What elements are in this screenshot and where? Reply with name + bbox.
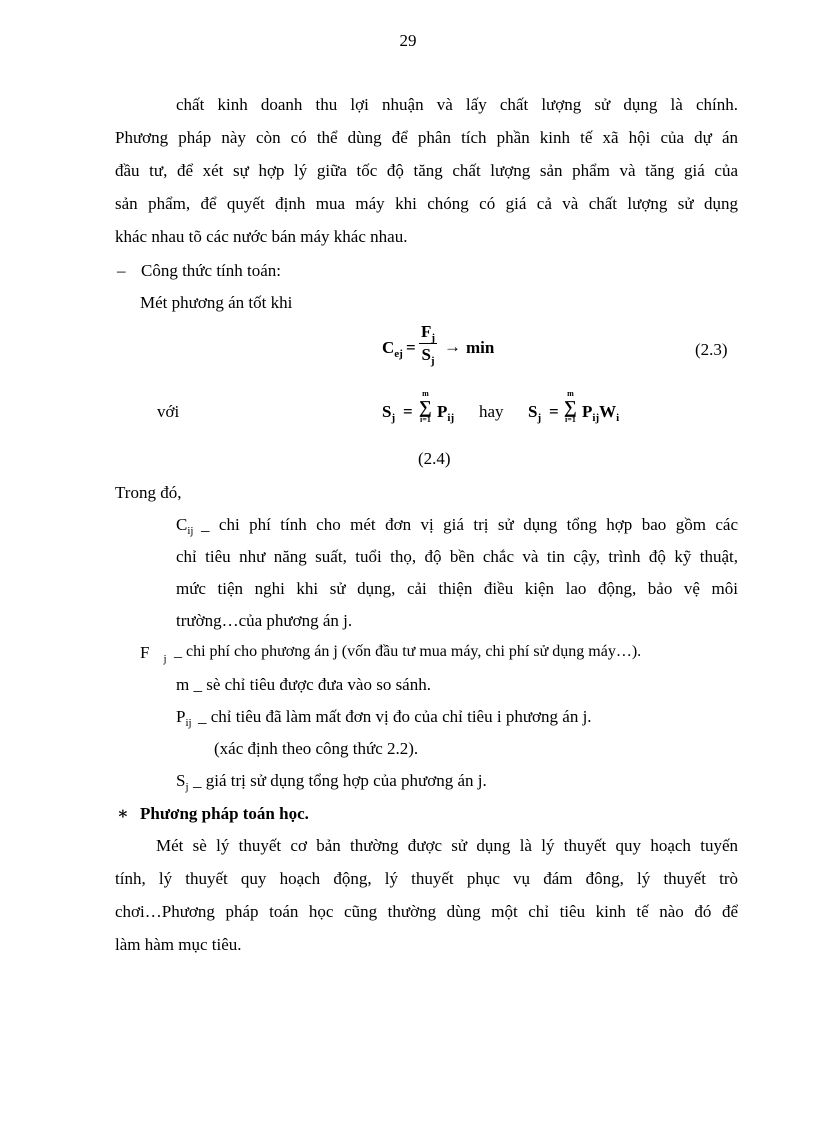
- symbol-f: F $_j$: [140, 643, 167, 665]
- text-line: đầu tư, để xét sự hợp lý giữa tốc độ tăng chất lượng sản phẩm và tăng giá của: [115, 161, 738, 180]
- text-line: Mét sè lý thuyết cơ bản thường được sử dụng là lý thuyết quy hoạch tuyến: [156, 836, 738, 855]
- eq-lhs: $S_j$: [528, 402, 542, 424]
- text-line: chỉ tiêu như năng suất, tuổi thọ, độ bền chắc và tin cậy, trình độ kỹ thuật,: [176, 547, 738, 566]
- eq-term: $P_{ij}$: [437, 402, 455, 424]
- p-definition: _ chỉ tiêu đã làm mất đơn vị đo của chỉ tiêu i phương án j.: [198, 707, 592, 726]
- dash-bullet: –: [117, 261, 126, 280]
- formula-intro: Mét phương án tốt khi: [140, 293, 293, 312]
- eq-lhs: $S_j$: [382, 402, 396, 424]
- f-definition: _ chi phí cho phương án j (vốn đầu tư mua máy, chi phí sử dụng máy…).: [174, 643, 642, 660]
- p-note: (xác định theo công thức 2.2).: [214, 739, 419, 758]
- eq-lhs: $C_{ej}$: [382, 338, 403, 360]
- formula-heading: Công thức tính toán:: [141, 261, 282, 280]
- s-definition: _ giá trị sử dụng tổng hợp của phương án j.: [193, 771, 487, 790]
- text-line: khác nhau tõ các nước bán máy khác nhau.: [115, 227, 408, 246]
- sum-symbol-icon: m ∑ i=1: [419, 389, 432, 424]
- sum-symbol-icon: m ∑ i=1: [564, 389, 577, 424]
- text-line: làm hàm mục tiêu.: [115, 935, 242, 954]
- eq-equals: =: [549, 402, 559, 421]
- text-line: sản phẩm, để quyết định mua máy khi chóng có giá cả và chất lượng sử dụng: [115, 194, 738, 213]
- symbol-c: $C_{ij}$: [176, 515, 194, 537]
- page-number: 29: [399, 31, 417, 50]
- eq-term: $P_{ij}W_i$: [582, 402, 620, 424]
- or-word: hay: [479, 402, 504, 421]
- m-definition: m _ sè chỉ tiêu được đưa vào so sánh.: [176, 675, 431, 694]
- arrow-icon: →: [444, 337, 461, 356]
- symbol-p: $P_{ij}$: [176, 707, 192, 729]
- text-line: chất kinh doanh thu lợi nhuận và lấy chất lượng sử dụng là chính.: [176, 95, 738, 114]
- asterisk-bullet-icon: ∗: [117, 804, 129, 823]
- text-line: trường…của phương án j.: [176, 611, 353, 630]
- eq-fraction: $F_j$ $S_j$: [421, 322, 436, 367]
- text-line: tính, lý thuyết quy hoạch động, lý thuyết phục vụ đám đông, lý thuyết trò: [115, 869, 738, 888]
- section-heading: Phương pháp toán học.: [140, 804, 309, 823]
- eq-equals: =: [406, 338, 416, 357]
- with-word: với: [157, 402, 180, 421]
- text-line: Phương pháp này còn có thể dùng để phân tích phần kinh tế xã hội của dự án: [115, 128, 738, 147]
- text-line: mức tiện nghi khi sử dụng, cải thiện điều kiện lao động, bảo vệ môi: [176, 579, 738, 598]
- equation-label: (2.3): [695, 340, 728, 359]
- symbol-s: $S_j$: [176, 771, 189, 793]
- equation-label: (2.4): [418, 449, 451, 468]
- eq-equals: =: [403, 402, 413, 421]
- text-line: chơi…Phương pháp toán học cũng thường dùng một chỉ tiêu kinh tế nào đó để: [115, 902, 738, 921]
- definitions-intro: Trong đó,: [115, 483, 182, 502]
- text-line: _ chi phí tính cho mét đơn vị giá trị sử dụng tổng hợp bao gồm các: [201, 515, 738, 534]
- eq-min: min: [466, 338, 495, 357]
